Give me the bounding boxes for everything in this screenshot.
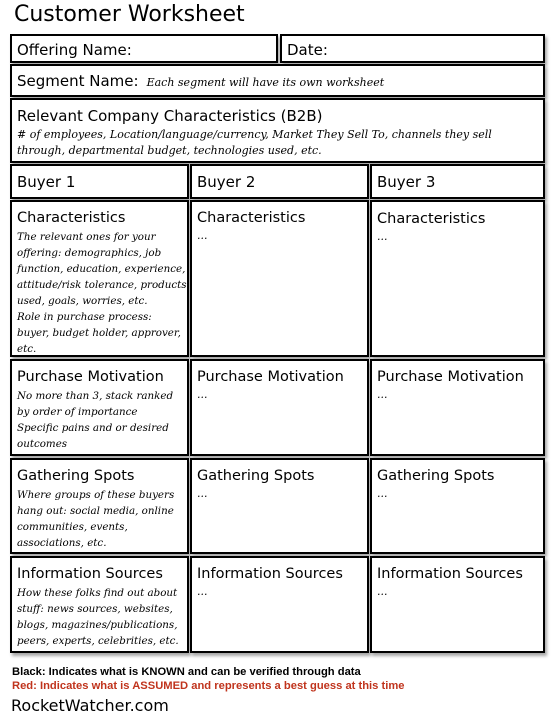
buyer-3-characteristics-cell[interactable] <box>370 200 545 357</box>
cell-description: No more than 3, stack ranked by order of importance <box>17 390 174 418</box>
offering-name-label: Offering Name: <box>17 41 132 59</box>
buyer-2-characteristics-cell[interactable] <box>190 200 369 357</box>
cell-placeholder: ... <box>377 585 388 598</box>
cell-heading: Gathering Spots <box>197 468 315 484</box>
company-characteristics-field[interactable] <box>10 98 545 163</box>
offering-name-field[interactable] <box>10 34 278 63</box>
company-characteristics-desc: # of employees, Location/language/currency, Market They Sell To, channels they sell through, departmental budget, technologies used, etc. <box>17 128 492 157</box>
cell-heading: Information Sources <box>197 566 343 582</box>
date-field[interactable] <box>280 34 545 63</box>
cell-placeholder: ... <box>197 388 208 401</box>
buyer-2-information-sources-cell[interactable] <box>190 556 369 653</box>
buyer-1-information-sources-cell[interactable] <box>10 556 189 653</box>
segment-note: Each segment will have its own worksheet <box>146 76 385 89</box>
cell-heading: Characteristics <box>17 210 126 226</box>
cell-description: The relevant ones for your offering: demographics, job function, education, experience, attitude/risk tolerance, products used, goals, worries, etc. <box>17 231 187 307</box>
segment-name-field[interactable] <box>10 64 545 97</box>
date-label: Date: <box>287 41 328 59</box>
buyer-1-purchase-motivation-cell[interactable] <box>10 359 189 456</box>
cell-heading: Characteristics <box>197 210 306 226</box>
cell-placeholder: ... <box>377 388 388 401</box>
cell-description: How these folks find out about stuff: news sources, websites, blogs, magazines/publications, peers, experts, celebrities, etc. <box>17 587 179 647</box>
cell-heading: Purchase Motivation <box>377 369 524 385</box>
cell-description: Where groups of these buyers hang out: social media, online communities, events, associations, etc. <box>17 489 175 549</box>
brand-footer: RocketWatcher.com <box>11 696 169 715</box>
company-characteristics-label: Relevant Company Characteristics (B2B) <box>17 107 323 125</box>
buyer-3-gathering-spots-cell[interactable] <box>370 458 545 554</box>
cell-placeholder: ... <box>377 230 388 243</box>
buyer-3-purchase-motivation-cell[interactable] <box>370 359 545 456</box>
cell-heading: Gathering Spots <box>17 468 135 484</box>
buyer-3-header <box>370 164 545 199</box>
legend-assumed: Red: Indicates what is ASSUMED and represents a best guess at this time <box>12 680 405 692</box>
cell-heading: Purchase Motivation <box>17 369 164 385</box>
cell-description: Role in purchase process: buyer, budget holder, approver, etc. <box>17 311 181 355</box>
buyer-2-gathering-spots-cell[interactable] <box>190 458 369 554</box>
page-title: Customer Worksheet <box>14 2 245 27</box>
buyer-1-header <box>10 164 189 199</box>
buyer-1-label: Buyer 1 <box>17 173 76 191</box>
cell-placeholder: ... <box>377 487 388 500</box>
cell-placeholder: ... <box>197 229 208 242</box>
buyer-1-characteristics-cell[interactable] <box>10 200 189 357</box>
buyer-2-header <box>190 164 369 199</box>
cell-heading: Characteristics <box>377 211 486 227</box>
cell-heading: Information Sources <box>377 566 523 582</box>
buyer-2-purchase-motivation-cell[interactable] <box>190 359 369 456</box>
cell-heading: Gathering Spots <box>377 468 495 484</box>
cell-heading: Information Sources <box>17 566 163 582</box>
cell-description: Specific pains and or desired outcomes <box>17 422 169 450</box>
buyer-1-gathering-spots-cell[interactable] <box>10 458 189 554</box>
cell-heading: Purchase Motivation <box>197 369 344 385</box>
segment-name-label: Segment Name: <box>17 72 139 90</box>
cell-placeholder: ... <box>197 487 208 500</box>
buyer-3-information-sources-cell[interactable] <box>370 556 545 653</box>
buyer-3-label: Buyer 3 <box>377 173 436 191</box>
legend-known: Black: Indicates what is KNOWN and can be verified through data <box>12 666 361 678</box>
buyer-2-label: Buyer 2 <box>197 173 256 191</box>
cell-placeholder: ... <box>197 585 208 598</box>
